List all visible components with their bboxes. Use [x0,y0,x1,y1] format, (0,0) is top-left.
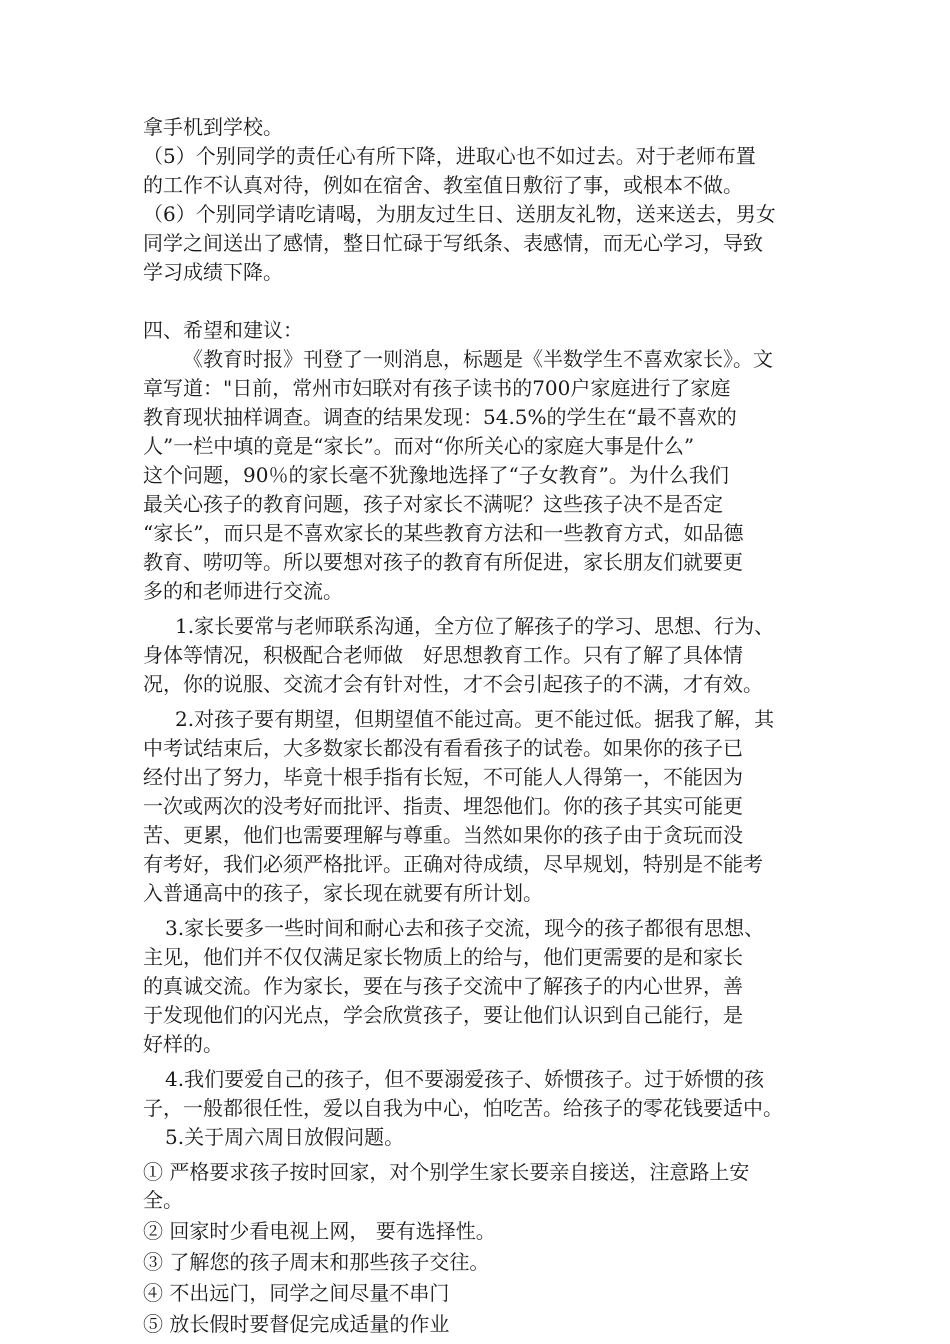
text-line: 5.关于周六周日放假问题。 [165,1125,405,1149]
text-line: 4.我们要爱自己的孩子，但不要溺爱孩子、娇惯孩子。过于娇惯的孩 [165,1067,765,1091]
text-line: 人”一栏中填的竟是“家长”。而对“你所关心的家庭大事是什么” [143,434,695,458]
text-line: 主见，他们并不仅仅满足家长物质上的给与，他们更需要的是和家长 [143,945,743,969]
text-line: 这个问题，90％的家长毫不犹豫地选择了“子女教育”。为什么我们 [143,463,729,487]
text-line: 教育、唠叨等。所以要想对孩子的教育有所促进，家长朋友们就要更 [143,550,743,574]
text-line: 《教育时报》刊登了一则消息，标题是《半数学生不喜欢家长》。文 [183,347,773,371]
text-line: 子，一般都很任性，爱以自我为中心，怕吃苦。给孩子的零花钱要适中。 [143,1096,783,1120]
text-line: 学习成绩下降。 [143,260,283,284]
list-item: ② 回家时少看电视上网， 要有选择性。 [143,1219,496,1243]
text-line: 1.家长要常与老师联系沟通，全方位了解孩子的学习、思想、行为、 [175,614,775,638]
text-line: （5）个别同学的责任心有所下降，进取心也不如过去。对于老师布置 [143,144,756,168]
text-line: （6）个别同学请吃请喝，为朋友过生日、送朋友礼物，送来送去，男女 [143,202,776,226]
text-line: 多的和老师进行交流。 [143,579,343,603]
text-line: 的工作不认真对待，例如在宿舍、教室值日敷衍了事，或根本不做。 [143,173,743,197]
section-heading: 四、希望和建议： [143,318,303,342]
text-line: 章写道："日前，常州市妇联对有孩子读书的700户家庭进行了家庭 [143,376,731,400]
text-line: 有考好，我们必须严格批评。正确对待成绩，尽早规划，特别是不能考 [143,852,763,876]
list-item: ① 严格要求孩子按时回家，对个别学生家长要亲自接送，注意路上安 [143,1160,750,1184]
document-page [143,113,815,1341]
text-line: 中考试结束后，大多数家长都没有看看孩子的试卷。如果你的孩子已 [143,736,743,760]
text-line: 入普通高中的孩子，家长现在就要有所计划。 [143,881,543,905]
text-line: 身体等情况，积极配合老师做 好思想教育工作。只有了解了具体情 [143,643,743,667]
text-line: 苦、更累，他们也需要理解与尊重。当然如果你的孩子由于贪玩而没 [143,823,743,847]
text-line: 况，你的说服、交流才会有针对性，才不会引起孩子的不满，才有效。 [143,672,763,696]
text-line: 2.对孩子要有期望，但期望值不能过高。更不能过低。据我了解，其 [175,707,775,731]
text-line: 同学之间送出了感情，整日忙碌于写纸条、表感情，而无心学习，导致 [143,231,763,255]
list-item: ④ 不出远门，同学之间尽量不串门 [143,1281,450,1305]
text-line: 3.家长要多一些时间和耐心去和孩子交流，现今的孩子都很有思想、 [165,916,765,940]
list-item: ③ 了解您的孩子周末和那些孩子交往。 [143,1250,490,1274]
list-item: ⑤ 放长假时要督促完成适量的作业 [143,1312,450,1336]
text-line: 的真诚交流。作为家长，要在与孩子交流中了解孩子的内心世界，善 [143,974,743,998]
list-item: 全。 [143,1188,183,1212]
text-line: 教育现状抽样调查。调查的结果发现：54.5%的学生在“最不喜欢的 [143,405,737,429]
text-line: 拿手机到学校。 [143,115,283,139]
text-line: “家长”，而只是不喜欢家长的某些教育方法和一些教育方式，如品德 [143,521,744,545]
text-line: 经付出了努力，毕竟十根手指有长短，不可能人人得第一，不能因为 [143,765,743,789]
text-line: 于发现他们的闪光点，学会欣赏孩子，要让他们认识到自己能行，是 [143,1003,743,1027]
text-line: 一次或两次的没考好而批评、指责、埋怨他们。你的孩子其实可能更 [143,794,743,818]
text-line: 好样的。 [143,1032,223,1056]
blank-line [143,287,815,316]
text-line: 最关心孩子的教育问题，孩子对家长不满呢？这些孩子决不是否定 [143,492,723,516]
